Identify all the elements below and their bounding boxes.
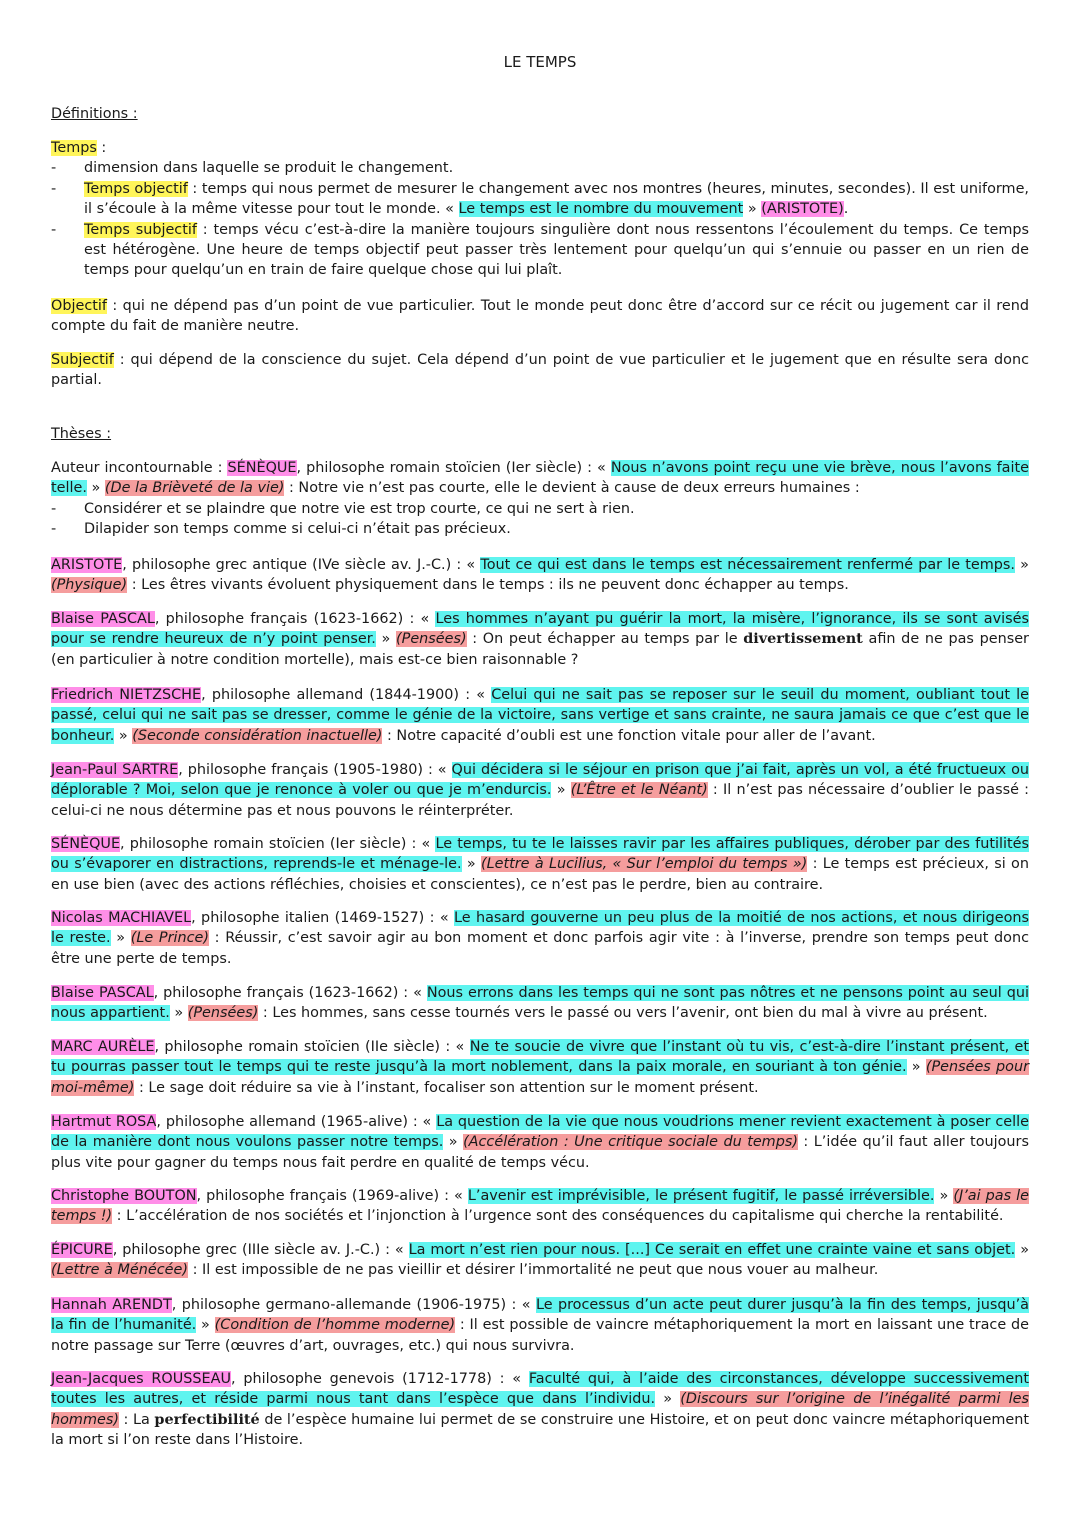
thesis-rosa: Hartmut ROSA, philosophe allemand (1965-alive) : « La question de la vie que nous voudrions mener revient exactement à poser celle de la manière dont nous voulons passer notre temps. » (Accélération : Une critique sociale du temps) : L’idée qu’il faut aller toujours plus vite pour gagner du temps nous fait perdre en qualité de temps vécu. <box>51 1114 1029 1171</box>
thesis-rousseau: Jean-Jacques ROUSSEAU, philosophe genevois (1712-1778) : « Faculté qui, à l’aide des circonstances, développe successivement toutes les autres, et réside parmi nous tant dans l’espèce que dans l’individu. » (Discours sur l’origine de l’inégalité parmi les hommes) : La perfectibilité de l’espèce humaine lui permet de se construire une Histoire, et on peut donc vaincre métaphoriquement la mort si l’on reste dans l’Histoire. <box>51 1371 1029 1449</box>
quote: La question de la vie que nous voudrions mener revient exactement à poser celle de la manière dont nous voulons passer notre temps. <box>51 1114 1029 1151</box>
quote: Le processus d’un acte peut durer jusqu’à la fin des temps, jusqu’à la fin de l’humanité. <box>51 1297 1029 1334</box>
author-name: Hannah ARENDT <box>51 1297 172 1313</box>
work-title: (Pensées pour moi-même) <box>51 1059 1029 1096</box>
work-title: (Condition de l’homme moderne) <box>214 1317 456 1334</box>
work-title: (Le Prince) <box>130 930 209 947</box>
definitions-heading: Définitions : <box>51 106 138 122</box>
thesis-seneque-2: SÉNÈQUE, philosophe romain stoïcien (Ier siècle) : « Le temps, tu te le laisses ravir par les affaires publiques, dérober par des futilités ou s’évaporer en distractions, reprends-le et ménage-le. » (Lettre à Lucilius, « Sur l’emploi du temps ») : Le temps est précieux, si on en use bien (avec des actions réfléchies, choisies et conscientes), ce n’est pas le perdre, bien au contraire. <box>51 836 1029 893</box>
quote: Celui qui ne sait pas se reposer sur le seuil du moment, oubliant tout le passé, celui qui ne sait pas se dresser, comme le génie de la victoire, sans vertige et sans crainte, ne saura jamais ce que c’est que le bonheur. <box>51 687 1029 744</box>
quote: Le temps est le nombre du mouvement <box>458 201 744 218</box>
quote: La mort n’est rien pour nous. [...] Ce serait en effet une crainte vaine et sans objet. <box>408 1242 1016 1258</box>
quote: Qui décidera si le séjour en prison que j’ai fait, après un vol, a été fructueux ou déplorable ? Moi, selon que je renonce à voler ou que je m’endurcis. <box>51 762 1029 799</box>
term-temps-subjectif: Temps subjectif <box>84 221 197 238</box>
thesis-bouton: Christophe BOUTON, philosophe français (1969-alive) : « L’avenir est imprévisible, le présent fugitif, le passé irréversible. » (J’ai pas le temps !) : L’accélération de nos sociétés et l’injonction à l’urgence sont des conséquences du capitalisme qui cherche la rentabilité. <box>51 1188 1029 1225</box>
list-item: - Dilapider son temps comme si celui-ci n’était pas précieux. <box>51 521 511 538</box>
key-concept: perfectibilité <box>154 1410 260 1428</box>
author-name: Jean-Paul SARTRE <box>51 762 179 778</box>
quote: Les hommes n’ayant pu guérir la mort, la misère, l’ignorance, ils se sont avisés pour se rendre heureux de n’y point penser. <box>51 611 1029 648</box>
thesis-marc-aurele: MARC AURÈLE, philosophe romain stoïcien (IIe siècle) : « Ne te soucie de vivre que l’instant où tu vis, c’est-à-dire l’instant présent, et tu pourras passer tout le temps qui te reste jusqu’à la mort noblement, dans la paix morale, en souriant à ton génie. » (Pensées pour moi-même) : Le sage doit réduire sa vie à l’instant, focaliser son attention sur le moment présent. <box>51 1039 1029 1096</box>
work-title: (Pensées) <box>396 631 467 648</box>
definition-objectif: Objectif : qui ne dépend pas d’un point de vue particulier. Tout le monde peut donc être d’accord sur ce récit ou jugement car il rend compte du fait de manière neutre. <box>51 298 1029 335</box>
work-title: (Physique) <box>51 577 128 594</box>
key-concept: divertissement <box>743 630 863 648</box>
quote: Faculté qui, à l’aide des circonstances, développe successivement toutes les autres, et réside parmi nous tant dans l’espèce que dans l’individu. <box>51 1371 1029 1408</box>
quote: Ne te soucie de vivre que l’instant où tu vis, c’est-à-dire l’instant présent, et tu pourras passer tout le temps qui te reste jusqu’à la mort noblement, dans la paix morale, en souriant à ton génie. <box>51 1039 1029 1076</box>
author-name: Christophe BOUTON <box>51 1188 197 1204</box>
quote: L’avenir est imprévisible, le présent fugitif, le passé irréversible. <box>467 1188 935 1204</box>
definition-temps: Temps : - dimension dans laquelle se produit le changement. - Temps objectif : temps qui nous permet de mesurer le changement avec nos montres (heures, minutes, secondes). Il est uniforme, il s’écoule à la même vitesse pour tout le monde. « Le temps est le nombre du mouvement » (ARISTOTE). - Temps subjectif : temps vécu c’est-à-dire la manière toujours singulière dont nous ressentons l’écoulement du temps. Ce temps est hétérogène. Une heure de temps objectif peut passer très lentement pour quelqu’un qui s’ennuie ou passer en un rien de temps pour quelqu’un en train de faire quelque chose qui lui plaît. <box>51 138 1029 281</box>
thesis-pascal-2: Blaise PASCAL, philosophe français (1623-1662) : « Nous errons dans les temps qui ne sont pas nôtres et ne pensons point au seul qui nous appartient. » (Pensées) : Les hommes, sans cesse tournés vers le passé ou vers l’avenir, ont bien du mal à vivre au présent. <box>51 985 1029 1022</box>
thesis-aristote: ARISTOTE, philosophe grec antique (IVe siècle av. J.-C.) : « Tout ce qui est dans le temps est nécessairement renfermé par le temps. » (Physique) : Les êtres vivants évoluent physiquement dans le temps : ils ne peuvent donc échapper au temps. <box>51 557 1029 594</box>
definition-subjectif: Subjectif : qui dépend de la conscience du sujet. Cela dépend d’un point de vue particulier et le jugement que en résulte sera donc partial. <box>51 352 1029 389</box>
term-objectif: Objectif <box>51 298 107 314</box>
thesis-sartre: Jean-Paul SARTRE, philosophe français (1905-1980) : « Qui décidera si le séjour en prison que j’ai fait, après un vol, a été fructueux ou déplorable ? Moi, selon que je renonce à voler ou que je m’endurcis. » (L’Être et le Néant) : Il n’est pas nécessaire d’oublier le passé : celui-ci ne nous détermine pas et nous pouvons le réinterpréter. <box>51 762 1029 819</box>
author-name: ÉPICURE <box>51 1242 113 1258</box>
work-title: (Accélération : Une critique sociale du temps) <box>463 1134 798 1151</box>
thesis-epicure: ÉPICURE, philosophe grec (IIIe siècle av. J.-C.) : « La mort n’est rien pour nous. [...] Ce serait en effet une crainte vaine et sans objet. » (Lettre à Ménécée) : Il est impossible de ne pas vieillir et désirer l’immortalité ne peut que nous vouer au malheur. <box>51 1242 1029 1279</box>
thesis-pascal-1: Blaise PASCAL, philosophe français (1623-1662) : « Les hommes n’ayant pu guérir la mort, la misère, l’ignorance, ils se sont avisés pour se rendre heureux de n’y point penser. » (Pensées) : On peut échapper au temps par le divertissement afin de ne pas penser (en particulier à notre condition mortelle), mais est-ce bien raisonnable ? <box>51 611 1029 668</box>
author-name: Jean-Jacques ROUSSEAU <box>51 1371 231 1387</box>
author-name: Blaise PASCAL <box>51 611 155 627</box>
quote: Nous n’avons point reçu une vie brève, nous l’avons faite telle. <box>51 460 1029 497</box>
work-title: (Pensées) <box>187 1005 259 1022</box>
work-title: (J’ai pas le temps !) <box>51 1188 1029 1225</box>
list-item: - dimension dans laquelle se produit le changement. <box>51 160 454 177</box>
work-title: (Lettre à Ménécée) <box>51 1262 188 1279</box>
term-temps: Temps <box>51 140 97 156</box>
author-name: MARC AURÈLE <box>51 1039 155 1055</box>
author-name: Nicolas MACHIAVEL <box>51 910 192 926</box>
theses-heading: Thèses : <box>51 426 112 442</box>
term-temps-objectif: Temps objectif <box>84 180 188 197</box>
quote: Tout ce qui est dans le temps est nécessairement renfermé par le temps. <box>480 557 1016 573</box>
page-title: LE TEMPS <box>503 53 577 71</box>
work-title: (Lettre à Lucilius, « Sur l’emploi du temps ») <box>480 856 808 873</box>
author-name: SÉNÈQUE <box>51 836 121 852</box>
work-title: (Seconde considération inactuelle) <box>132 727 383 744</box>
quote: Le hasard gouverne un peu plus de la moitié de nos actions, et nous dirigeons le reste. <box>51 910 1029 947</box>
thesis-machiavel: Nicolas MACHIAVEL, philosophe italien (1469-1527) : « Le hasard gouverne un peu plus de la moitié de nos actions, et nous dirigeons le reste. » (Le Prince) : Réussir, c’est savoir agir au bon moment et donc parfois agir vite : à l’inverse, prendre son temps peut donc être une perte de temps. <box>51 910 1029 967</box>
quote: Nous errons dans les temps qui ne sont pas nôtres et ne pensons point au seul qui nous appartient. <box>51 985 1029 1022</box>
term-subjectif: Subjectif <box>51 352 114 368</box>
thesis-seneque-1: Auteur incontournable : SÉNÈQUE, philosophe romain stoïcien (Ier siècle) : « Nous n’avons point reçu une vie brève, nous l’avons faite telle. » (De la Brièveté de la vie) : Notre vie n’est pas courte, elle le devient à cause de deux erreurs humaines : - Considérer et se plaindre que notre vie est trop courte, ce qui ne sert à rien. - Dilapider son temps comme si celui-ci n’était pas précieux. <box>51 458 1029 540</box>
author-name: (ARISTOTE) <box>761 201 844 218</box>
author-name: Friedrich NIETZSCHE <box>51 687 202 703</box>
work-title: (Discours sur l’origine de l’inégalité parmi les hommes) <box>51 1391 1029 1428</box>
author-name: SÉNÈQUE <box>227 460 297 476</box>
author-name: ARISTOTE <box>51 557 123 573</box>
thesis-nietzsche: Friedrich NIETZSCHE, philosophe allemand (1844-1900) : « Celui qui ne sait pas se reposer sur le seuil du moment, oubliant tout le passé, celui qui ne sait pas se dresser, comme le génie de la victoire, sans vertige et sans crainte, ne saura jamais ce que c’est que le bonheur. » (Seconde considération inactuelle) : Notre capacité d’oubli est une fonction vitale pour aller de l’avant. <box>51 687 1029 744</box>
work-title: (L’Être et le Néant) <box>570 782 708 799</box>
list-item: - Temps objectif : temps qui nous permet de mesurer le changement avec nos montres (heures, minutes, secondes). Il est uniforme, il s’écoule à la même vitesse pour tout le monde. « Le temps est le nombre du mouvement » (ARISTOTE). <box>51 180 1029 218</box>
quote: Le temps, tu te le laisses ravir par les affaires publiques, dérober par des futilités ou s’évaporer en distractions, reprends-le et ménage-le. <box>51 836 1029 873</box>
author-name: Hartmut ROSA <box>51 1114 157 1130</box>
list-item: - Considérer et se plaindre que notre vie est trop courte, ce qui ne sert à rien. <box>51 500 635 517</box>
author-name: Blaise PASCAL <box>51 985 154 1001</box>
thesis-arendt: Hannah ARENDT, philosophe germano-allemande (1906-1975) : « Le processus d’un acte peut durer jusqu’à la fin des temps, jusqu’à la fin de l’humanité. » (Condition de l’homme moderne) : Il est possible de vaincre métaphoriquement la mort en laissant une trace de notre passage sur Terre (œuvres d’art, ouvrages, etc.) qui nous survivra. <box>51 1297 1029 1354</box>
work-title: (De la Brièveté de la vie) <box>104 480 285 497</box>
list-item: - Temps subjectif : temps vécu c’est-à-dire la manière toujours singulière dont nous ressentons l’écoulement du temps. Ce temps est hétérogène. Une heure de temps objectif peut passer très lentement pour quelqu’un qui s’ennuie ou passer en un rien de temps pour quelqu’un en train de faire quelque chose qui lui plaît. <box>51 221 1029 279</box>
